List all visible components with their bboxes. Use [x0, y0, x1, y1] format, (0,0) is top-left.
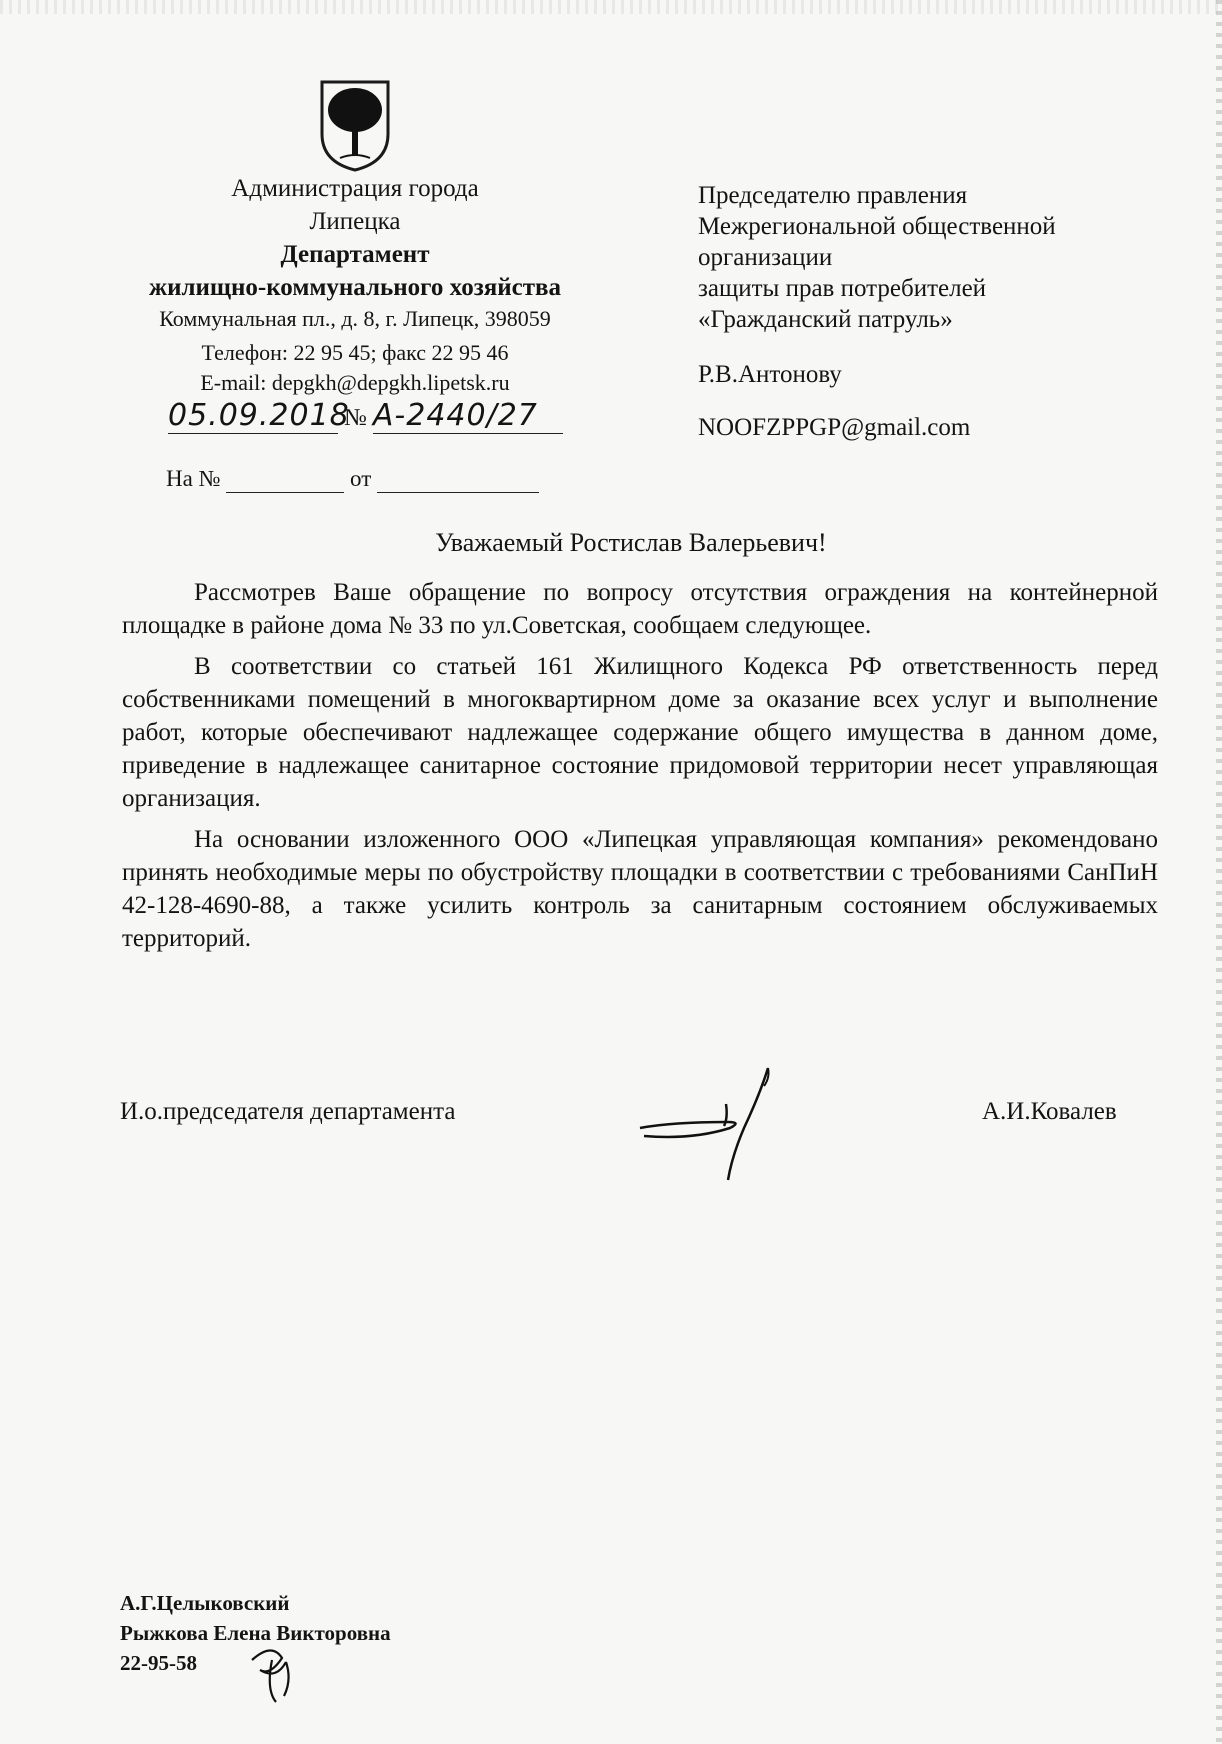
ref-number-blank — [226, 466, 344, 493]
reference-line — [166, 466, 539, 493]
executor-line-1: А.Г.Целыковский — [120, 1591, 290, 1615]
body-paragraph: На основании изложенного ООО «Липецкая управляющая компания» рекомендовано принять необходимые меры по обустройству площадки в соответствии с требованиями СанПиН 42-128-4690-88, а также усилить контроль за санитарным состоянием обслуживаемых территорий. — [122, 826, 1158, 952]
sender-department: Департамент — [280, 241, 430, 268]
sender-line-2: Липецка — [309, 208, 401, 235]
ref-prefix: На № — [166, 466, 221, 491]
sender-block — [100, 172, 610, 398]
sender-phone: Телефон: 22 95 45; факс 22 95 46 — [201, 340, 509, 365]
ref-date-blank — [377, 466, 539, 493]
sender-address: Коммунальная пл., д. 8, г. Липецк, 398059 — [159, 306, 551, 331]
body-paragraph: Рассмотрев Ваше обращение по вопросу отсутствия ограждения на контейнерной площадке в районе дома № 33 по ул.Советская, сообщаем следующее. — [122, 579, 1158, 639]
sender-line-1: Администрация города — [231, 175, 479, 202]
recipient-name: Р.В.Антонову — [698, 361, 842, 388]
signature-mark — [632, 1064, 782, 1184]
recipient-line: Председателю правления — [698, 182, 968, 209]
outgoing-number: А-2440/27 — [373, 398, 563, 434]
signatory-name: А.И.Ковалев — [982, 1098, 1117, 1125]
approval-scribble — [242, 1640, 312, 1710]
recipient-block — [698, 180, 1178, 443]
executor-phone: 22-95-58 — [120, 1651, 197, 1675]
letter-body — [122, 576, 1158, 963]
executor-line-2: Рыжкова Елена Викторовна — [120, 1621, 391, 1645]
coat-of-arms-icon — [318, 78, 392, 174]
recipient-line: «Гражданский патруль» — [698, 306, 953, 333]
spacer — [698, 335, 1178, 359]
ref-mid: от — [350, 466, 372, 491]
sender-department-name: жилищно-коммунального хозяйства — [148, 274, 562, 301]
signatory-title: И.о.председателя департамента — [120, 1098, 456, 1125]
spacer — [698, 390, 1178, 412]
body-paragraph: В соответствии со статьей 161 Жилищного Кодекса РФ ответственность перед собственниками помещений в многоквартирном доме за оказание всех услуг и выполнение работ, которые обеспечивают надлежащее содержание общего имущества в данном доме, приведение в надлежащее санитарное состояние придомовой территории несет управляющая организация. — [122, 653, 1158, 812]
recipient-line: организации — [698, 244, 833, 271]
outgoing-date: 05.09.2018 — [168, 398, 350, 433]
sender-email: E-mail: depgkh@depgkh.lipetsk.ru — [200, 370, 510, 395]
recipient-line: Межрегиональной общественной — [698, 213, 1056, 240]
recipient-email: NOOFZPPGP@gmail.com — [698, 414, 971, 441]
scan-edge-top — [0, 0, 1222, 14]
greeting: Уважаемый Ростислав Валерьевич! — [435, 528, 827, 557]
scan-edge-right — [1216, 0, 1222, 1744]
outgoing-date-number — [168, 398, 588, 434]
number-sign: № — [344, 405, 367, 431]
recipient-line: защиты прав потребителей — [698, 275, 987, 302]
